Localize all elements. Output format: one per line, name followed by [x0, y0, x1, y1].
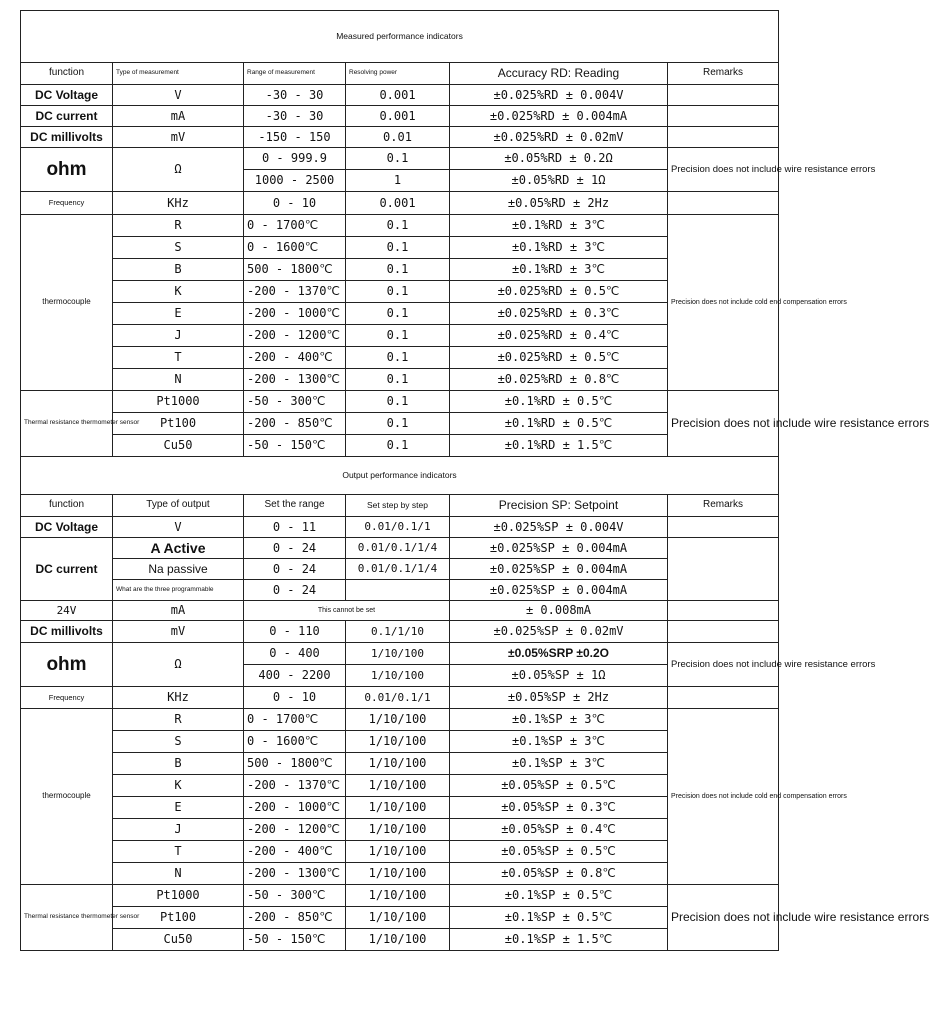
precision-cell: ±0.025%SP ± 0.004mA: [450, 559, 668, 580]
unit-cell: mA: [113, 106, 244, 127]
measured-row-rtd: [21, 391, 779, 413]
output-row-tc: [21, 819, 779, 841]
output-title-row: [21, 457, 779, 495]
accuracy-cell: ±0.025%RD ± 0.004mA: [450, 106, 668, 127]
precision-cell: ±0.1%SP ± 3℃: [450, 753, 668, 775]
function-name: DC current: [21, 538, 113, 601]
function-name: Frequency: [21, 192, 113, 215]
resolution-cell: 0.1: [346, 215, 450, 237]
remarks-cell: [668, 687, 779, 709]
function-name: thermocouple: [21, 215, 113, 391]
measured-row-dc-millivolts: [21, 127, 779, 148]
accuracy-cell: ±0.025%RD ± 0.4℃: [450, 325, 668, 347]
remarks-cell: Precision does not include wire resistance errors: [668, 885, 779, 951]
unit-cell: V: [113, 517, 244, 538]
range-cell: -200 - 400℃: [244, 841, 346, 863]
output-row-dc-voltage: [21, 517, 779, 538]
measured-row-dc-voltage: [21, 85, 779, 106]
step-cell: 0.01/0.1/1: [346, 687, 450, 709]
step-cell: 0.01/0.1/1/4: [346, 538, 450, 559]
header-set-step: Set step by step: [346, 495, 450, 517]
resolution-cell: 0.1: [346, 303, 450, 325]
precision-cell: ±0.05%SP ± 2Hz: [450, 687, 668, 709]
unit-cell: N: [113, 369, 244, 391]
range-cell: 0 - 24: [244, 580, 346, 601]
measured-row-tc: [21, 369, 779, 391]
range-cell: 1000 - 2500: [244, 170, 346, 192]
range-cell: 0 - 24: [244, 538, 346, 559]
remarks-cell: [668, 538, 779, 601]
range-cell: 0 - 10: [244, 687, 346, 709]
function-name: DC millivolts: [21, 127, 113, 148]
accuracy-cell: ±0.05%RD ± 2Hz: [450, 192, 668, 215]
precision-cell: ±0.05%SP ± 0.3℃: [450, 797, 668, 819]
range-cell: 0 - 1600℃: [244, 237, 346, 259]
measured-row-tc: [21, 281, 779, 303]
step-cell: 1/10/100: [346, 907, 450, 929]
function-name: DC current: [21, 106, 113, 127]
resolution-cell: 0.1: [346, 369, 450, 391]
accuracy-cell: ±0.025%RD ± 0.5℃: [450, 281, 668, 303]
accuracy-cell: ±0.025%RD ± 0.8℃: [450, 369, 668, 391]
measured-row-rtd: [21, 435, 779, 457]
range-cell: 400 - 2200: [244, 665, 346, 687]
range-cell: -30 - 30: [244, 106, 346, 127]
precision-cell: ±0.05%SP ± 0.8℃: [450, 863, 668, 885]
unit-cell: T: [113, 347, 244, 369]
header-type-of-output: Type of output: [113, 495, 244, 517]
precision-cell: ±0.025%SP ± 0.02mV: [450, 621, 668, 643]
precision-cell: ±0.05%SP ± 0.5℃: [450, 841, 668, 863]
accuracy-cell: ±0.025%RD ± 0.004V: [450, 85, 668, 106]
range-cell: -50 - 150℃: [244, 929, 346, 951]
remarks-cell: Precision does not include cold end compensation errors: [668, 215, 779, 391]
measured-row-ohm-1: [21, 148, 779, 170]
output-row-rtd: [21, 929, 779, 951]
remarks-cell: [668, 601, 779, 621]
remarks-cell: [668, 517, 779, 538]
range-cell: -30 - 30: [244, 85, 346, 106]
step-cell: 1/10/100: [346, 929, 450, 951]
accuracy-cell: ±0.05%RD ± 0.2Ω: [450, 148, 668, 170]
range-cell: 0 - 24: [244, 559, 346, 580]
resolution-cell: 1: [346, 170, 450, 192]
output-row-frequency: [21, 687, 779, 709]
resolution-cell: 0.01: [346, 127, 450, 148]
output-section-title: Output performance indicators: [21, 457, 779, 495]
resolution-cell: 0.001: [346, 85, 450, 106]
output-type-cell: What are the three programmable: [113, 580, 244, 601]
accuracy-cell: ±0.025%RD ± 0.3℃: [450, 303, 668, 325]
output-row-dc-millivolts: [21, 621, 779, 643]
range-cell: 0 - 400: [244, 643, 346, 665]
precision-cell: ±0.1%SP ± 0.5℃: [450, 907, 668, 929]
range-cell: -50 - 150℃: [244, 435, 346, 457]
function-name: ohm: [21, 148, 113, 192]
precision-cell: ±0.1%SP ± 1.5℃: [450, 929, 668, 951]
precision-cell: ±0.025%SP ± 0.004mA: [450, 538, 668, 559]
unit-cell: Pt100: [113, 413, 244, 435]
accuracy-cell: ±0.025%RD ± 0.02mV: [450, 127, 668, 148]
header-resolving-power: Resolving power: [346, 63, 450, 85]
remarks-cell: Precision does not include cold end compensation errors: [668, 709, 779, 885]
precision-cell: ±0.05%SP ± 1Ω: [450, 665, 668, 687]
resolution-cell: 0.1: [346, 413, 450, 435]
resolution-cell: 0.1: [346, 347, 450, 369]
step-cell: 1/10/100: [346, 775, 450, 797]
remarks-cell: Precision does not include wire resistance errors: [668, 148, 779, 192]
unit-cell: mA: [113, 601, 244, 621]
accuracy-cell: ±0.05%RD ± 1Ω: [450, 170, 668, 192]
unit-cell: Ω: [113, 643, 244, 687]
measured-title-row: [21, 11, 779, 63]
output-row-dc-current-passive: [21, 559, 779, 580]
function-name: 24V: [21, 601, 113, 621]
unit-cell: mV: [113, 621, 244, 643]
remarks-cell: Precision does not include wire resistance errors: [668, 391, 779, 457]
function-name: DC millivolts: [21, 621, 113, 643]
range-cell: 0 - 1700℃: [244, 709, 346, 731]
measured-row-dc-current: [21, 106, 779, 127]
output-row-24v: [21, 601, 779, 621]
unit-cell: Pt1000: [113, 885, 244, 907]
precision-cell: ±0.1%SP ± 3℃: [450, 709, 668, 731]
header-function: function: [21, 495, 113, 517]
output-row-tc: [21, 753, 779, 775]
range-cell: -200 - 850℃: [244, 907, 346, 929]
unit-cell: Cu50: [113, 929, 244, 951]
precision-cell: ±0.1%SP ± 3℃: [450, 731, 668, 753]
unit-cell: mV: [113, 127, 244, 148]
unit-cell: S: [113, 237, 244, 259]
unit-cell: T: [113, 841, 244, 863]
range-cell: 0 - 1700℃: [244, 215, 346, 237]
step-cell: 1/10/100: [346, 885, 450, 907]
function-name: ohm: [21, 643, 113, 687]
unit-cell: Ω: [113, 148, 244, 192]
range-cell: -50 - 300℃: [244, 391, 346, 413]
remarks-cell: [668, 192, 779, 215]
unit-cell: V: [113, 85, 244, 106]
unit-cell: E: [113, 797, 244, 819]
unit-cell: J: [113, 325, 244, 347]
performance-table: [20, 10, 929, 951]
output-row-rtd: [21, 885, 779, 907]
step-cell: 1/10/100: [346, 665, 450, 687]
accuracy-cell: ±0.1%RD ± 0.5℃: [450, 391, 668, 413]
header-range-of-measurement: Range of measurement: [244, 63, 346, 85]
unit-cell: Pt1000: [113, 391, 244, 413]
precision-cell: ±0.025%SP ± 0.004V: [450, 517, 668, 538]
measured-row-tc: [21, 325, 779, 347]
precision-cell: ±0.1%SP ± 0.5℃: [450, 885, 668, 907]
function-name: thermocouple: [21, 709, 113, 885]
precision-cell: ±0.05%SRP ±0.2O: [450, 643, 668, 665]
header-accuracy: Accuracy RD: Reading: [450, 63, 668, 85]
measured-row-tc: [21, 303, 779, 325]
measured-row-tc: [21, 259, 779, 281]
range-cell: 0 - 10: [244, 192, 346, 215]
unit-cell: KHz: [113, 192, 244, 215]
range-cell: -200 - 1300℃: [244, 863, 346, 885]
resolution-cell: 0.001: [346, 192, 450, 215]
range-cell: 0 - 1600℃: [244, 731, 346, 753]
output-row-dc-current-active: [21, 538, 779, 559]
resolution-cell: 0.1: [346, 281, 450, 303]
range-cell: -200 - 1200℃: [244, 819, 346, 841]
unit-cell: R: [113, 709, 244, 731]
range-cell: -200 - 1000℃: [244, 303, 346, 325]
remarks-cell: [668, 85, 779, 106]
unit-cell: K: [113, 775, 244, 797]
unit-cell: B: [113, 753, 244, 775]
range-cell: 500 - 1800℃: [244, 753, 346, 775]
unit-cell: K: [113, 281, 244, 303]
function-name: DC Voltage: [21, 517, 113, 538]
resolution-cell: 0.1: [346, 325, 450, 347]
header-set-range: Set the range: [244, 495, 346, 517]
step-cell: 1/10/100: [346, 863, 450, 885]
accuracy-cell: ±0.1%RD ± 3℃: [450, 259, 668, 281]
range-cell: -50 - 300℃: [244, 885, 346, 907]
step-cell: 0.01/0.1/1: [346, 517, 450, 538]
output-row-tc: [21, 841, 779, 863]
range-cell: -200 - 1300℃: [244, 369, 346, 391]
range-cell: 0 - 11: [244, 517, 346, 538]
output-row-ohm-1: [21, 643, 779, 665]
unit-cell: N: [113, 863, 244, 885]
remarks-cell: [668, 621, 779, 643]
range-cell: -200 - 850℃: [244, 413, 346, 435]
precision-cell: ±0.025%SP ± 0.004mA: [450, 580, 668, 601]
unit-cell: E: [113, 303, 244, 325]
function-name: Thermal resistance thermometer sensor: [21, 391, 113, 457]
range-cell: -150 - 150: [244, 127, 346, 148]
resolution-cell: 0.1: [346, 237, 450, 259]
resolution-cell: 0.001: [346, 106, 450, 127]
resolution-cell: 0.1: [346, 391, 450, 413]
range-cell: -200 - 1200℃: [244, 325, 346, 347]
step-cell: 1/10/100: [346, 709, 450, 731]
range-cell: -200 - 400℃: [244, 347, 346, 369]
header-function: function: [21, 63, 113, 85]
range-cell: -200 - 1370℃: [244, 281, 346, 303]
unit-cell: R: [113, 215, 244, 237]
header-remarks: Remarks: [668, 63, 779, 85]
output-row-dc-current-programmable: [21, 580, 779, 601]
measured-section-title: Measured performance indicators: [21, 11, 779, 63]
remarks-cell: [668, 106, 779, 127]
resolution-cell: 0.1: [346, 259, 450, 281]
step-cell: 1/10/100: [346, 643, 450, 665]
output-row-tc: [21, 863, 779, 885]
not-settable-note: This cannot be set: [244, 601, 450, 621]
step-cell: 0.01/0.1/1/4: [346, 559, 450, 580]
header-type-of-measurement: Type of measurement: [113, 63, 244, 85]
resolution-cell: 0.1: [346, 435, 450, 457]
unit-cell: Pt100: [113, 907, 244, 929]
accuracy-cell: ±0.025%RD ± 0.5℃: [450, 347, 668, 369]
unit-cell: J: [113, 819, 244, 841]
precision-cell: ±0.05%SP ± 0.5℃: [450, 775, 668, 797]
header-remarks: Remarks: [668, 495, 779, 517]
function-name: Frequency: [21, 687, 113, 709]
range-cell: 500 - 1800℃: [244, 259, 346, 281]
precision-cell: ± 0.008mA: [450, 601, 668, 621]
accuracy-cell: ±0.1%RD ± 3℃: [450, 237, 668, 259]
range-cell: -200 - 1370℃: [244, 775, 346, 797]
measured-row-tc: [21, 215, 779, 237]
remarks-cell: Precision does not include wire resistance errors: [668, 643, 779, 687]
header-precision: Precision SP: Setpoint: [450, 495, 668, 517]
range-cell: 0 - 999.9: [244, 148, 346, 170]
resolution-cell: 0.1: [346, 148, 450, 170]
output-row-tc: [21, 709, 779, 731]
measured-row-tc: [21, 237, 779, 259]
output-row-tc: [21, 797, 779, 819]
function-name: DC Voltage: [21, 85, 113, 106]
unit-cell: B: [113, 259, 244, 281]
step-cell: 0.1/1/10: [346, 621, 450, 643]
unit-cell: Cu50: [113, 435, 244, 457]
unit-cell: KHz: [113, 687, 244, 709]
step-cell: 1/10/100: [346, 753, 450, 775]
measured-row-frequency: [21, 192, 779, 215]
function-name: Thermal resistance thermometer sensor: [21, 885, 113, 951]
remarks-cell: [668, 127, 779, 148]
accuracy-cell: ±0.1%RD ± 3℃: [450, 215, 668, 237]
precision-cell: ±0.05%SP ± 0.4℃: [450, 819, 668, 841]
output-row-tc: [21, 775, 779, 797]
output-header-row: [21, 495, 779, 517]
step-cell: [346, 580, 450, 601]
accuracy-cell: ±0.1%RD ± 1.5℃: [450, 435, 668, 457]
measured-header-row: [21, 63, 779, 85]
spec-sheet: [20, 10, 929, 1010]
accuracy-cell: ±0.1%RD ± 0.5℃: [450, 413, 668, 435]
step-cell: 1/10/100: [346, 731, 450, 753]
output-type-cell: Na passive: [113, 559, 244, 580]
output-row-tc: [21, 731, 779, 753]
measured-row-tc: [21, 347, 779, 369]
range-cell: 0 - 110: [244, 621, 346, 643]
step-cell: 1/10/100: [346, 797, 450, 819]
step-cell: 1/10/100: [346, 819, 450, 841]
range-cell: -200 - 1000℃: [244, 797, 346, 819]
unit-cell: S: [113, 731, 244, 753]
step-cell: 1/10/100: [346, 841, 450, 863]
output-type-cell: A Active: [113, 538, 244, 559]
